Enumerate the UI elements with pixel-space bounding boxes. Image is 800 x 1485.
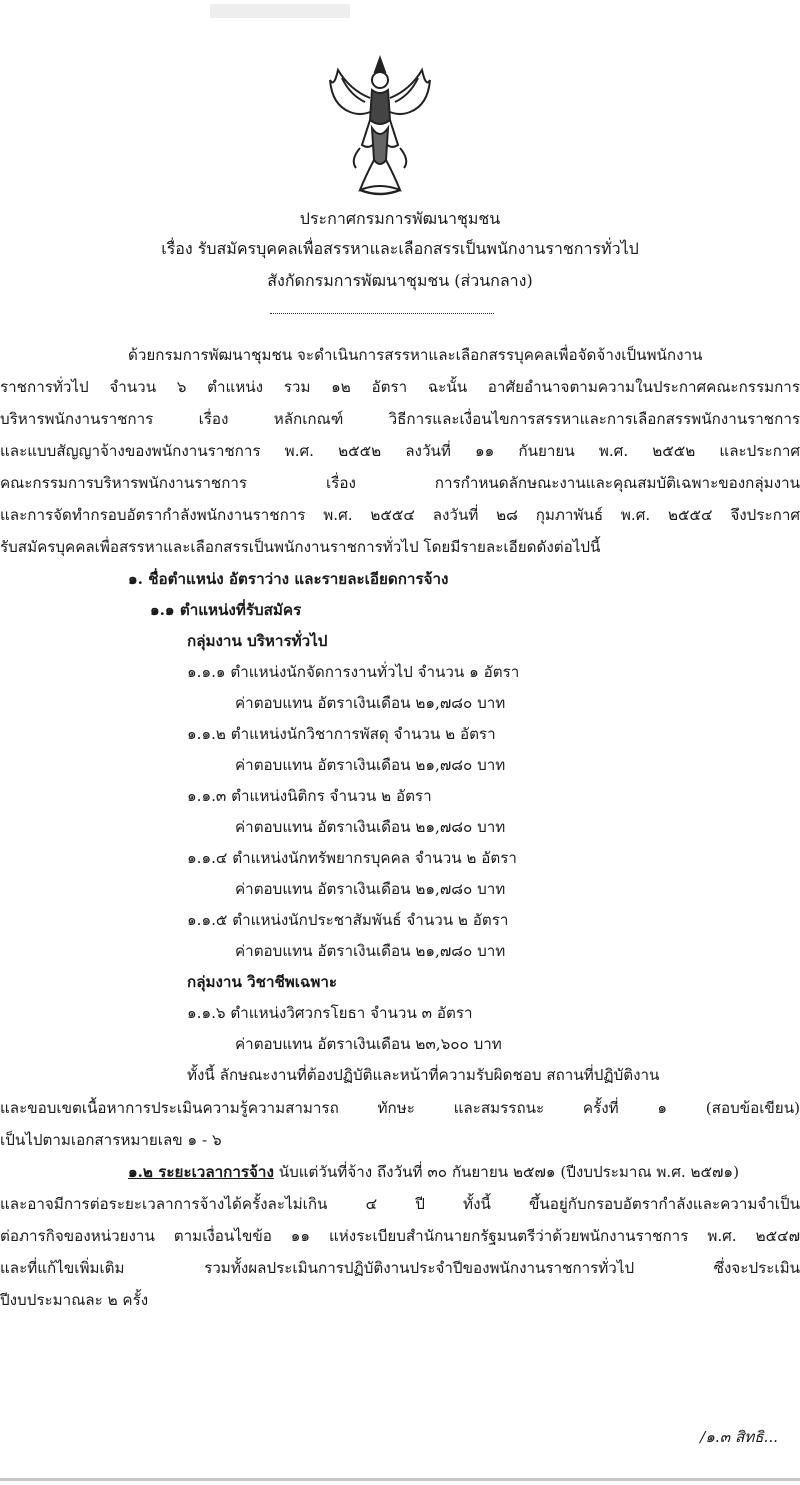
section-1-2-line: ต่อภารกิจของหน่วยงาน ตามเงื่อนไขข้อ ๑๑ แห่งระเบียบสำนักนายกรัฐมนตรีว่าด้วยพนักงานราชการ พ.ศ. ๒๕๔๗ bbox=[0, 1227, 800, 1245]
scan-edge bbox=[0, 1478, 800, 1481]
note-line: ทั้งนี้ ลักษณะงานที่ต้องปฏิบัติและหน้าที่ความรับผิดชอบ สถานที่ปฏิบัติงาน bbox=[187, 1066, 660, 1084]
intro-line: และแบบสัญญาจ้างของพนักงานราชการ พ.ศ. ๒๕๕๒ ลงวันที่ ๑๑ กันยายน พ.ศ. ๒๕๕๒ และประกาศ bbox=[0, 442, 800, 460]
position-title: ๑.๑.๑ ตำแหน่งนักจัดการงานทั่วไป จำนวน ๑ อัตรา bbox=[187, 663, 520, 681]
intro-line: รับสมัครบุคคลเพื่อสรรหาและเลือกสรรเป็นพนักงานราชการทั่วไป โดยมีรายละเอียดดังต่อไปนี้ bbox=[0, 538, 601, 556]
scan-artifact bbox=[210, 4, 350, 18]
note-line: เป็นไปตามเอกสารหมายเลข ๑ - ๖ bbox=[0, 1131, 222, 1149]
position-pay: ค่าตอบแทน อัตราเงินเดือน ๒๑,๗๘๐ บาท bbox=[235, 880, 506, 898]
position-title: ๑.๑.๔ ตำแหน่งนักทรัพยากรบุคคล จำนวน ๒ อัตรา bbox=[187, 849, 517, 867]
intro-line: และการจัดทำกรอบอัตรากำลังพนักงานราชการ พ.ศ. ๒๕๕๔ ลงวันที่ ๒๘ กุมภาพันธ์ พ.ศ. ๒๕๕๔ จึงประกาศ bbox=[0, 506, 800, 524]
dotted-divider bbox=[270, 313, 494, 314]
section-1-2-line: ปีงบประมาณละ ๒ ครั้ง bbox=[0, 1291, 149, 1309]
position-title: ๑.๑.๕ ตำแหน่งนักประชาสัมพันธ์ จำนวน ๒ อัตรา bbox=[187, 911, 509, 929]
intro-line: บริหารพนักงานราชการ เรื่อง หลักเกณฑ์ วิธีการและเงื่อนไขการสรรหาและการเลือกสรรพนักงานราชการ bbox=[0, 410, 800, 428]
position-pay: ค่าตอบแทน อัตราเงินเดือน ๒๓,๖๐๐ บาท bbox=[235, 1035, 502, 1053]
announcement-subject: เรื่อง รับสมัครบุคคลเพื่อสรรหาและเลือกสรรเป็นพนักงานราชการทั่วไป bbox=[161, 239, 639, 258]
note-line: และขอบเขตเนื้อหาการประเมินความรู้ความสามารถ ทักษะ และสมรรถนะ ครั้งที่ ๑ (สอบข้อเขียน) bbox=[0, 1099, 800, 1117]
position-pay: ค่าตอบแทน อัตราเงินเดือน ๒๑,๗๘๐ บาท bbox=[235, 818, 506, 836]
position-title: ๑.๑.๓ ตำแหน่งนิติกร จำนวน ๒ อัตรา bbox=[187, 787, 432, 805]
section-1-2-heading: ๑.๒ ระยะเวลาการจ้าง bbox=[128, 1163, 274, 1181]
position-pay: ค่าตอบแทน อัตราเงินเดือน ๒๑,๗๘๐ บาท bbox=[235, 942, 506, 960]
intro-line: ราชการทั่วไป จำนวน ๖ ตำแหน่ง รวม ๑๒ อัตรา ฉะนั้น อาศัยอำนาจตามความในประกาศคณะกรรมการ bbox=[0, 378, 800, 396]
position-pay: ค่าตอบแทน อัตราเงินเดือน ๒๑,๗๘๐ บาท bbox=[235, 756, 506, 774]
position-title: ๑.๑.๖ ตำแหน่งวิศวกรโยธา จำนวน ๓ อัตรา bbox=[187, 1004, 473, 1022]
section-1-heading: ๑. ชื่อตำแหน่ง อัตราว่าง และรายละเอียดการจ้าง bbox=[128, 570, 449, 588]
garuda-emblem-icon bbox=[320, 50, 440, 200]
announcement-agency: สังกัดกรมการพัฒนาชุมชน (ส่วนกลาง) bbox=[267, 271, 533, 290]
group-heading: กลุ่มงาน วิชาชีพเฉพาะ bbox=[187, 973, 338, 991]
section-1-2-line: และที่แก้ไขเพิ่มเติม รวมทั้งผลประเมินการปฏิบัติงานประจำปีของพนักงานราชการทั่วไป ซึ่งจะประเมิน bbox=[0, 1259, 800, 1277]
section-1-2-first-line bbox=[128, 1160, 739, 1184]
intro-line: ด้วยกรมการพัฒนาชุมชน จะดำเนินการสรรหาและเลือกสรรบุคคลเพื่อจัดจ้างเป็นพนักงาน bbox=[128, 346, 703, 364]
section-1-2-line: และอาจมีการต่อระยะเวลาการจ้างได้ครั้งละไม่เกิน ๔ ปี ทั้งนี้ ขึ้นอยู่กับกรอบอัตรากำลังและความจำเป็น bbox=[0, 1195, 800, 1213]
position-title: ๑.๑.๒ ตำแหน่งนักวิชาการพัสดุ จำนวน ๒ อัตรา bbox=[187, 725, 496, 743]
section-1-2-text: นับแต่วันที่จ้าง ถึงวันที่ ๓๐ กันยายน ๒๕๗๑ (ปีงบประมาณ พ.ศ. ๒๕๗๑) bbox=[273, 1163, 739, 1181]
continuation-marker: /๑.๓ สิทธิ... bbox=[700, 1428, 778, 1446]
section-1-1-heading: ๑.๑ ตำแหน่งที่รับสมัคร bbox=[150, 601, 302, 619]
group-heading: กลุ่มงาน บริหารทั่วไป bbox=[187, 632, 328, 650]
position-pay: ค่าตอบแทน อัตราเงินเดือน ๒๑,๗๘๐ บาท bbox=[235, 694, 506, 712]
announcement-title: ประกาศกรมการพัฒนาชุมชน bbox=[299, 209, 501, 228]
intro-line: คณะกรรมการบริหารพนักงานราชการ เรื่อง การกำหนดลักษณะงานและคุณสมบัติเฉพาะของกลุ่มงาน bbox=[0, 474, 800, 492]
